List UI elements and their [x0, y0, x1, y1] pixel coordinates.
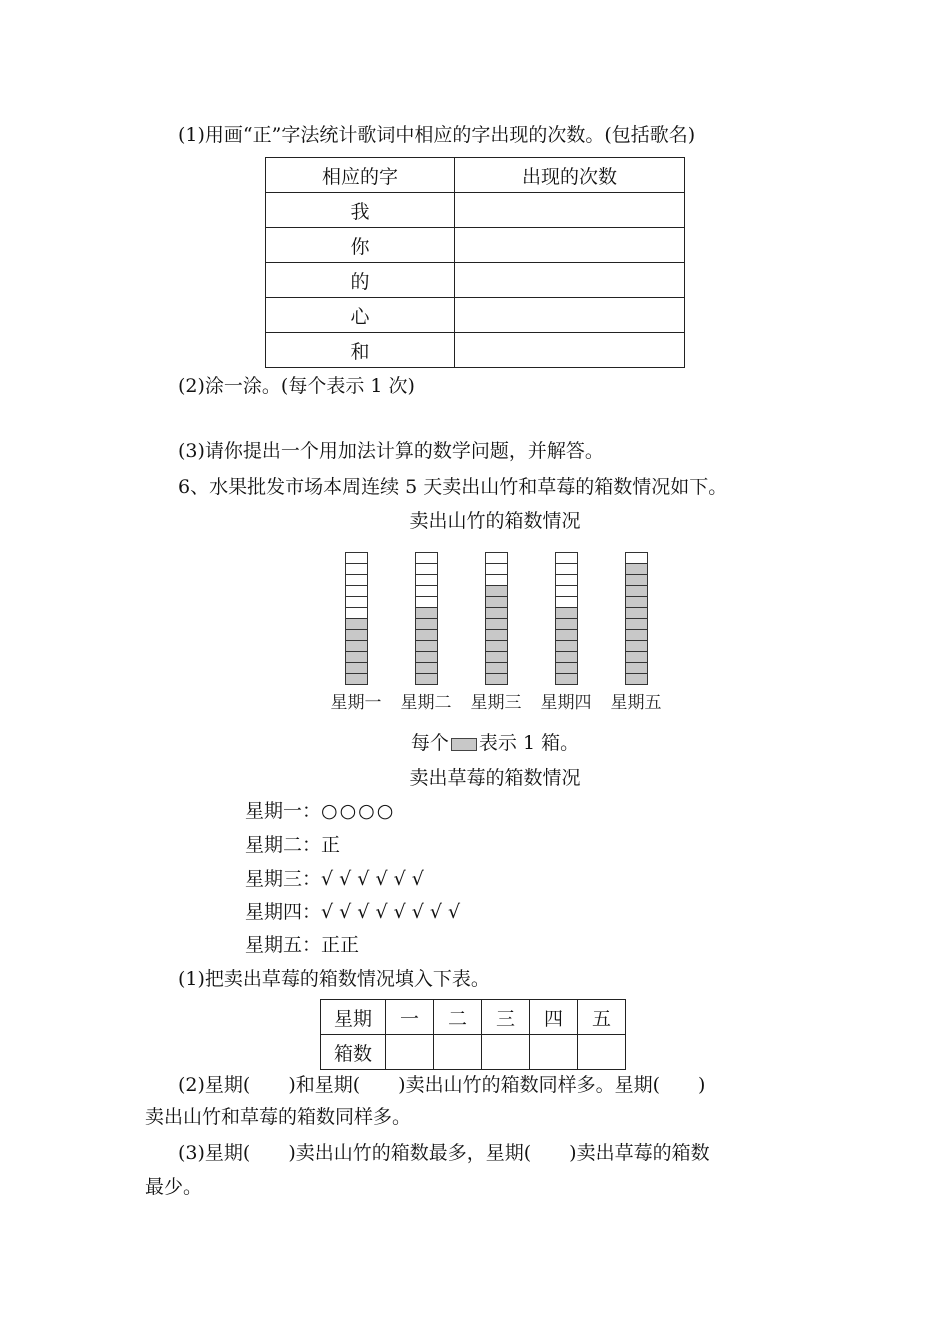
legend-box-icon: [451, 738, 477, 751]
weekday-row: [321, 1000, 626, 1035]
bar-cell-filled: [556, 630, 578, 641]
strawberry-day: 星期一：: [245, 800, 322, 822]
bar-cell-empty: [416, 597, 438, 608]
weekday-cell: 四: [530, 1000, 578, 1035]
bar-cell-filled: [416, 608, 438, 619]
bar-cell-empty: [416, 553, 438, 564]
bar-4: [556, 553, 578, 685]
bar-cell-empty: [346, 564, 368, 575]
sub-question-3-line-1: (3)星期( )卖出山竹的箱数最多，星期( )卖出草莓的箱数: [178, 1142, 710, 1164]
x-tick-label: 星期三: [470, 693, 522, 713]
weekday-cell: 三: [482, 1000, 530, 1035]
count-cell[interactable]: [455, 193, 685, 228]
weekday-header: 星期: [321, 1000, 386, 1035]
box-count-cell[interactable]: [482, 1035, 530, 1070]
bar-cell-empty: [556, 564, 578, 575]
bar-cell-filled: [346, 630, 368, 641]
legend-prefix: 每个: [410, 732, 449, 754]
bar-cell-filled: [556, 641, 578, 652]
strawberry-day: 星期四：: [245, 901, 322, 923]
bar-cell-empty: [346, 553, 368, 564]
bar-cell-filled: [626, 641, 648, 652]
count-cell[interactable]: [455, 333, 685, 368]
table-header-row: [266, 158, 685, 193]
character-count-table: [265, 157, 685, 368]
chart-legend: [0, 730, 950, 756]
weekday-cell: 二: [434, 1000, 482, 1035]
bar-cell-empty: [556, 575, 578, 586]
chart-title: 卖出山竹的箱数情况: [409, 510, 581, 532]
bar-cell-filled: [416, 663, 438, 674]
bar-cell-filled: [486, 663, 508, 674]
bar-cell-filled: [346, 652, 368, 663]
bar-cell-empty: [346, 597, 368, 608]
bar-cell-filled: [626, 619, 648, 630]
x-tick-label: 星期二: [400, 693, 452, 713]
box-count-cell[interactable]: [578, 1035, 626, 1070]
count-cell[interactable]: [455, 228, 685, 263]
bar-cell-filled: [556, 608, 578, 619]
strawberry-row: [245, 798, 395, 824]
bar-cell-filled: [486, 641, 508, 652]
character-cell: 心: [266, 298, 455, 333]
bar-cell-filled: [626, 586, 648, 597]
sub-question-3-line-2: 最少。: [145, 1176, 203, 1198]
bar-1: [346, 553, 368, 685]
box-count-cell[interactable]: [434, 1035, 482, 1070]
strawberry-row: [245, 866, 424, 892]
header-count: 出现的次数: [455, 158, 685, 193]
bar-cell-empty: [486, 575, 508, 586]
strawberry-row: [245, 899, 460, 925]
sub-question-1: (1)把卖出草莓的箱数情况填入下表。: [178, 968, 490, 990]
bar-cell-filled: [556, 663, 578, 674]
bar-cell-filled: [486, 674, 508, 685]
bar-cell-empty: [416, 586, 438, 597]
weekday-cell: 一: [386, 1000, 434, 1035]
bar-cell-filled: [626, 608, 648, 619]
bar-cell-empty: [486, 564, 508, 575]
strawberry-marks: √ √ √ √ √ √: [321, 868, 424, 890]
table-row: [266, 228, 685, 263]
question-6-text: 6、水果批发市场本周连续 5 天卖出山竹和草莓的箱数情况如下。: [178, 476, 728, 498]
strawberry-marks: √ √ √ √ √ √ √ √: [321, 901, 461, 923]
box-count-header: 箱数: [321, 1035, 386, 1070]
box-count-cell[interactable]: [530, 1035, 578, 1070]
header-character: 相应的字: [266, 158, 455, 193]
strawberry-table: [320, 999, 626, 1070]
box-count-row: [321, 1035, 626, 1070]
sub-question-2-line-1: (2)星期( )和星期( )卖出山竹的箱数同样多。星期( ): [178, 1074, 706, 1096]
bar-cell-filled: [346, 663, 368, 674]
bar-cell-filled: [346, 619, 368, 630]
bar-cell-empty: [416, 564, 438, 575]
bar-cell-filled: [486, 652, 508, 663]
bar-cell-filled: [486, 597, 508, 608]
table-row: [266, 298, 685, 333]
bar-cell-filled: [486, 608, 508, 619]
strawberry-marks: 正正: [321, 934, 360, 956]
sub-question-2-line-2: 卖出山竹和草莓的箱数同样多。: [145, 1106, 412, 1128]
legend-suffix: 表示 1 箱。: [478, 732, 580, 754]
bar-cell-empty: [346, 608, 368, 619]
bar-cell-empty: [626, 553, 648, 564]
count-cell[interactable]: [455, 298, 685, 333]
bar-cell-filled: [556, 619, 578, 630]
table-row: [266, 263, 685, 298]
bar-cell-filled: [626, 674, 648, 685]
bar-cell-filled: [416, 641, 438, 652]
bar-3: [486, 553, 508, 685]
table-row: [266, 333, 685, 368]
bar-cell-filled: [346, 641, 368, 652]
bar-cell-filled: [486, 586, 508, 597]
mangosteen-bar-chart: [320, 548, 680, 720]
bar-cell-empty: [556, 553, 578, 564]
character-cell: 我: [266, 193, 455, 228]
bar-cell-filled: [346, 674, 368, 685]
bar-cell-filled: [626, 652, 648, 663]
strawberry-day: 星期五：: [245, 934, 322, 956]
count-cell[interactable]: [455, 263, 685, 298]
bar-cell-filled: [486, 619, 508, 630]
character-cell: 你: [266, 228, 455, 263]
strawberry-row: [245, 832, 340, 858]
q1-intro: (1)用画“正”字法统计歌词中相应的字出现的次数。(包括歌名): [178, 124, 696, 146]
bar-cell-filled: [416, 652, 438, 663]
x-tick-label: 星期一: [330, 693, 382, 713]
box-count-cell[interactable]: [386, 1035, 434, 1070]
bar-cell-empty: [556, 597, 578, 608]
bar-cell-filled: [416, 619, 438, 630]
strawberry-day: 星期二：: [245, 834, 322, 856]
bar-cell-filled: [556, 674, 578, 685]
weekday-cell: 五: [578, 1000, 626, 1035]
bar-5: [626, 553, 648, 685]
bar-cell-filled: [626, 663, 648, 674]
bar-cell-filled: [626, 597, 648, 608]
bar-cell-filled: [416, 630, 438, 641]
strawberry-title: 卖出草莓的箱数情况: [409, 767, 581, 789]
strawberry-marks: 正: [321, 834, 341, 856]
bar-cell-empty: [346, 575, 368, 586]
bar-cell-empty: [416, 575, 438, 586]
q2-text: (2)涂一涂。(每个表示 1 次): [178, 375, 415, 397]
strawberry-day: 星期三：: [245, 868, 322, 890]
character-cell: 和: [266, 333, 455, 368]
x-tick-label: 星期五: [610, 693, 662, 713]
strawberry-marks: ○○○○: [321, 800, 396, 822]
bar-cell-filled: [486, 630, 508, 641]
bar-cell-empty: [556, 586, 578, 597]
strawberry-row: [245, 932, 359, 958]
q3-text: (3)请你提出一个用加法计算的数学问题，并解答。: [178, 440, 604, 462]
table-row: [266, 193, 685, 228]
bar-cell-empty: [346, 586, 368, 597]
bar-cell-filled: [626, 564, 648, 575]
bar-2: [416, 553, 438, 685]
bar-cell-empty: [486, 553, 508, 564]
x-tick-label: 星期四: [540, 693, 592, 713]
bar-cell-filled: [626, 575, 648, 586]
bar-cell-filled: [626, 630, 648, 641]
bar-cell-filled: [556, 652, 578, 663]
bar-cell-filled: [416, 674, 438, 685]
character-cell: 的: [266, 263, 455, 298]
